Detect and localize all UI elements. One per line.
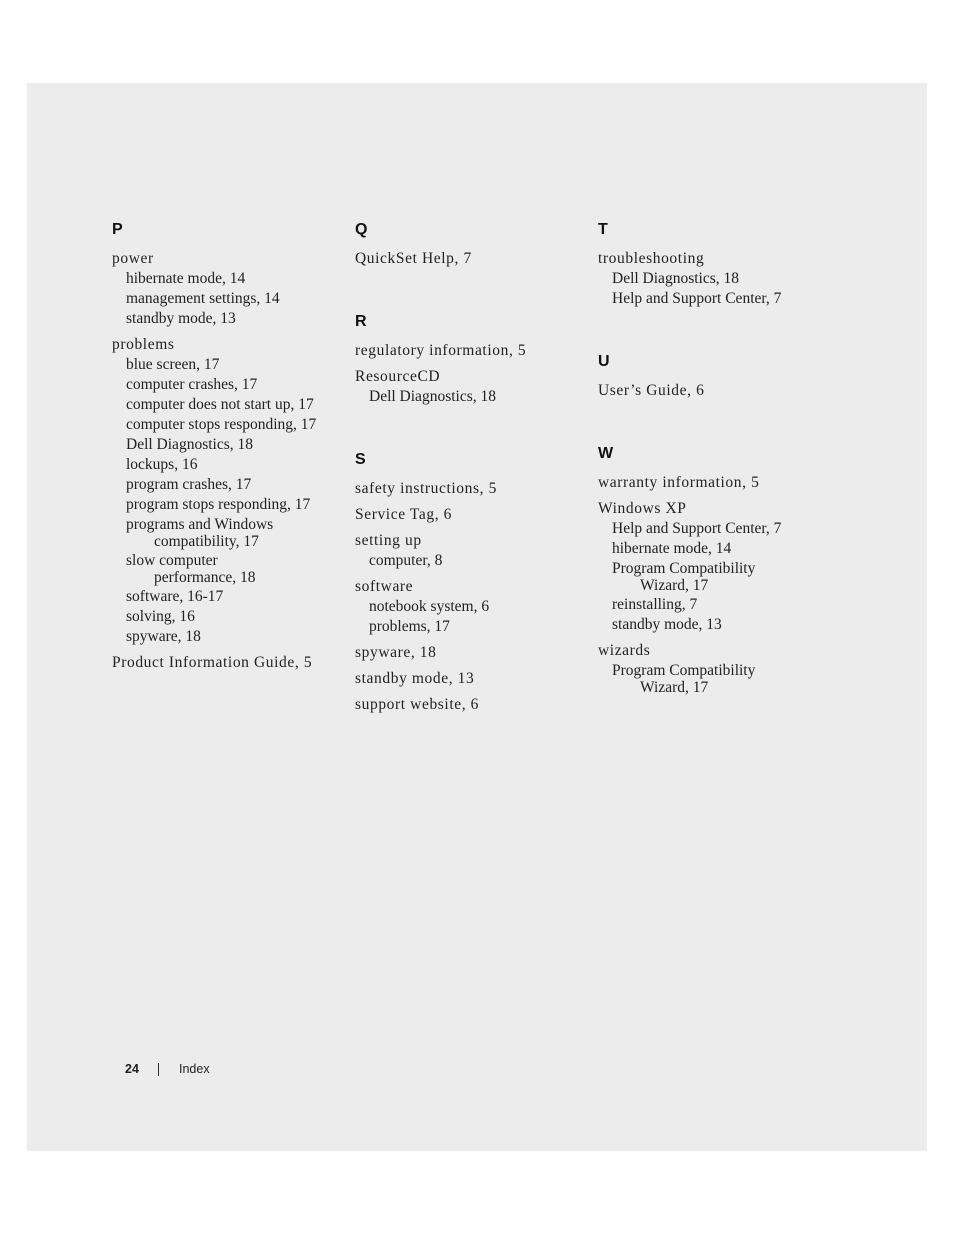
index-subentry-continuation: performance, 18 [154,569,256,586]
index-entry-support [355,695,590,715]
index-entry-standby [355,669,590,689]
index-subentry: computer does not start up, 17 [126,396,314,413]
index-entry-power [112,249,347,329]
index-entry-users-guide [598,381,833,401]
index-entry-wizards [598,641,833,697]
index-subentry-continuation: Wizard, 17 [640,679,709,696]
index-subentry: Help and Support Center, 7 [612,520,782,537]
index-term: problems [112,336,175,353]
footer-section-title: Index [179,1062,210,1076]
page-number: 24 [125,1062,139,1076]
index-page [27,83,927,1151]
section-letter: T [598,221,608,238]
index-subentry: slow computer [126,552,218,569]
index-subentry: computer stops responding, 17 [126,416,317,433]
index-entry-setting-up [355,531,590,571]
index-subentry: Help and Support Center, 7 [612,290,782,307]
index-section-r [355,312,590,407]
index-subentry: computer crashes, 17 [126,376,258,393]
index-term: spyware, 18 [355,644,437,661]
index-entry-service-tag [355,505,590,525]
index-subentry: Dell Diagnostics, 18 [126,436,253,453]
index-subentry: lockups, 16 [126,456,198,473]
index-term: setting up [355,532,422,549]
index-section-p [112,220,347,673]
index-term: standby mode, 13 [355,670,475,687]
index-subentry: problems, 17 [369,618,450,635]
index-entry-problems [112,335,347,647]
section-letter: R [355,313,367,330]
index-subentry: Dell Diagnostics, 18 [612,270,739,287]
index-term: warranty information, 5 [598,474,760,491]
index-section-q [355,220,590,269]
index-entry-quickset [355,249,590,269]
index-term: ResourceCD [355,368,441,385]
index-subentry: Program Compatibility [612,560,756,577]
index-subentry-continuation: Wizard, 17 [640,577,709,594]
index-subentry: standby mode, 13 [126,310,236,327]
index-column-2 [355,220,590,721]
index-subentry: program crashes, 17 [126,476,252,493]
index-term: User’s Guide, 6 [598,382,705,399]
index-entry-warranty [598,473,833,493]
index-column-1 [112,220,347,679]
index-term: regulatory information, 5 [355,342,527,359]
index-entry-resourcecd [355,367,590,407]
index-subentry: programs and Windows [126,516,274,533]
index-entry-windows-xp [598,499,833,635]
index-column-3 [598,220,833,703]
index-subentry: reinstalling, 7 [612,596,698,613]
index-subentry: standby mode, 13 [612,616,722,633]
index-subentry: Program Compatibility [612,662,756,679]
footer-divider [158,1063,159,1076]
index-subentry: program stops responding, 17 [126,496,311,513]
index-entry-software [355,577,590,637]
section-letter: U [598,353,610,370]
index-subentry: spyware, 18 [126,628,201,645]
index-subentry: solving, 16 [126,608,195,625]
index-section-s [355,450,590,715]
index-term: support website, 6 [355,696,480,713]
index-subentry: computer, 8 [369,552,443,569]
index-subentry: management settings, 14 [126,290,280,307]
index-subentry: software, 16-17 [126,588,224,605]
index-subentry: Dell Diagnostics, 18 [369,388,496,405]
index-term: software [355,578,414,595]
index-section-t [598,220,833,309]
section-letter: P [112,221,123,238]
section-letter: W [598,445,614,462]
index-section-u [598,352,833,401]
index-entry-safety [355,479,590,499]
index-entry-product-info [112,653,347,673]
index-subentry: blue screen, 17 [126,356,220,373]
index-subentry: hibernate mode, 14 [612,540,732,557]
index-term: troubleshooting [598,250,705,267]
index-term: QuickSet Help, 7 [355,250,472,267]
index-term: safety instructions, 5 [355,480,497,497]
index-term: Windows XP [598,500,687,517]
index-entry-spyware [355,643,590,663]
index-section-w [598,444,833,697]
index-term: Service Tag, 6 [355,506,452,523]
section-letter: Q [355,221,368,238]
index-term: wizards [598,642,651,659]
section-letter: S [355,451,366,468]
index-term: power [112,250,154,267]
index-entry-troubleshooting [598,249,833,309]
index-subentry: hibernate mode, 14 [126,270,246,287]
index-term: Product Information Guide, 5 [112,654,313,671]
index-subentry-continuation: compatibility, 17 [154,533,259,550]
index-entry-regulatory [355,341,590,361]
index-subentry: notebook system, 6 [369,598,490,615]
